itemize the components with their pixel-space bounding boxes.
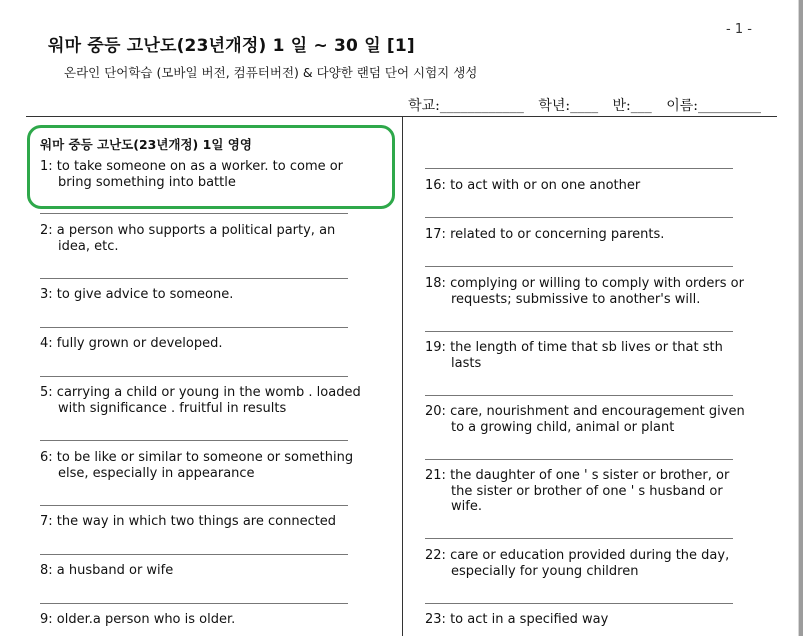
- question-number: 9:: [40, 612, 53, 627]
- question-text: older.a person who is older.: [56, 612, 236, 627]
- answer-line: [40, 440, 348, 441]
- class-field: 반:___: [612, 98, 652, 114]
- question-text: a person who supports a political party, an: [56, 223, 336, 238]
- question-text: care or education provided during the day,: [450, 548, 730, 563]
- question-number: 8:: [40, 563, 53, 578]
- question-text-cont: idea, etc.: [58, 238, 119, 254]
- question-text: to take someone on as a worker. to come or: [56, 159, 344, 174]
- question-item: [40, 223, 335, 254]
- page-subtitle: 온라인 단어학습 (모바일 버전, 컴퓨터버전) & 다양한 랜덤 단어 시험지 생성: [64, 65, 478, 80]
- question-item: [425, 404, 745, 435]
- question-number: 20:: [425, 404, 446, 419]
- question-text-cont: lasts: [451, 355, 482, 371]
- question-text: a husband or wife: [56, 563, 174, 578]
- question-number: 18:: [425, 276, 446, 291]
- question-item: [40, 336, 223, 352]
- question-number: 5:: [40, 385, 53, 400]
- question-number: 6:: [40, 450, 53, 465]
- answer-line: [425, 266, 733, 267]
- question-item: [40, 514, 336, 530]
- question-text: to act in a specified way: [450, 612, 609, 627]
- grade-field: 학년:____: [538, 98, 599, 114]
- question-text: complying or willing to comply with orders or: [450, 276, 744, 291]
- question-item: [40, 612, 235, 628]
- answer-line: [425, 538, 733, 539]
- question-number: 22:: [425, 548, 446, 563]
- question-number: 4:: [40, 336, 53, 351]
- question-number: 2:: [40, 223, 53, 238]
- question-number: 23:: [425, 612, 446, 627]
- answer-line: [40, 603, 348, 604]
- question-text: the length of time that sb lives or that sth: [450, 340, 723, 355]
- question-item: [425, 548, 729, 579]
- question-text: the way in which two things are connected: [56, 514, 337, 529]
- answer-line: [425, 217, 733, 218]
- question-number: 1:: [40, 159, 53, 174]
- question-text-cont: bring something into battle: [58, 174, 236, 190]
- question-text-cont: else, especially in appearance: [58, 465, 255, 481]
- answer-line: [40, 505, 348, 506]
- question-text: the daughter of one ' s sister or brother, or: [450, 468, 730, 483]
- answer-line: [40, 376, 348, 377]
- question-number: 7:: [40, 514, 53, 529]
- page-edge: [799, 0, 803, 636]
- question-text: fully grown or developed.: [56, 336, 223, 351]
- school-field: 학교:____________: [408, 98, 524, 114]
- question-text: to be like or similar to someone or something: [56, 450, 354, 465]
- answer-line: [425, 168, 733, 169]
- question-number: 21:: [425, 468, 446, 483]
- column-divider: [402, 117, 403, 636]
- question-item: [425, 612, 608, 628]
- question-text: to give advice to someone.: [56, 287, 234, 302]
- question-item: [40, 450, 353, 481]
- answer-line: [425, 603, 733, 604]
- question-text-cont: the sister or brother of one ' s husband or: [451, 483, 723, 499]
- question-text: to act with or on one another: [450, 178, 641, 193]
- name-field: 이름:_________: [666, 98, 761, 114]
- question-text: carrying a child or young in the womb . loaded: [56, 385, 361, 400]
- section-title: 워마 중등 고난도(23년개정) 1일 영영: [40, 137, 252, 152]
- answer-line: [40, 327, 348, 328]
- question-number: 17:: [425, 227, 446, 242]
- question-text-cont: to a growing child, animal or plant: [451, 419, 675, 435]
- question-item: [40, 287, 233, 303]
- page-number: - 1 -: [726, 22, 752, 37]
- question-item: [40, 563, 173, 579]
- question-item: [425, 276, 744, 307]
- answer-line: [425, 395, 733, 396]
- answer-line: [40, 213, 348, 214]
- question-text: related to or concerning parents.: [450, 227, 665, 242]
- question-text-cont: requests; submissive to another's will.: [451, 291, 701, 307]
- answer-line: [40, 554, 348, 555]
- page-title: 워마 중등 고난도(23년개정) 1 일 ~ 30 일 [1]: [48, 36, 415, 56]
- page-edge-shadow: [798, 0, 799, 636]
- question-text-cont: with significance . fruitful in results: [58, 400, 287, 416]
- answer-line: [425, 459, 733, 460]
- question-item: [425, 340, 723, 371]
- answer-line: [425, 331, 733, 332]
- highlight-callout: [27, 125, 395, 209]
- answer-line: [40, 278, 348, 279]
- question-number: 16:: [425, 178, 446, 193]
- question-number: 19:: [425, 340, 446, 355]
- question-item: [425, 178, 640, 194]
- question-item: [425, 227, 664, 243]
- question-item: [425, 468, 729, 515]
- question-text-cont: especially for young children: [451, 563, 639, 579]
- student-info-fields: [398, 95, 761, 115]
- question-text-cont: wife.: [451, 499, 482, 514]
- question-text: care, nourishment and encouragement given: [450, 404, 745, 419]
- question-item: [40, 385, 361, 416]
- question-number: 3:: [40, 287, 53, 302]
